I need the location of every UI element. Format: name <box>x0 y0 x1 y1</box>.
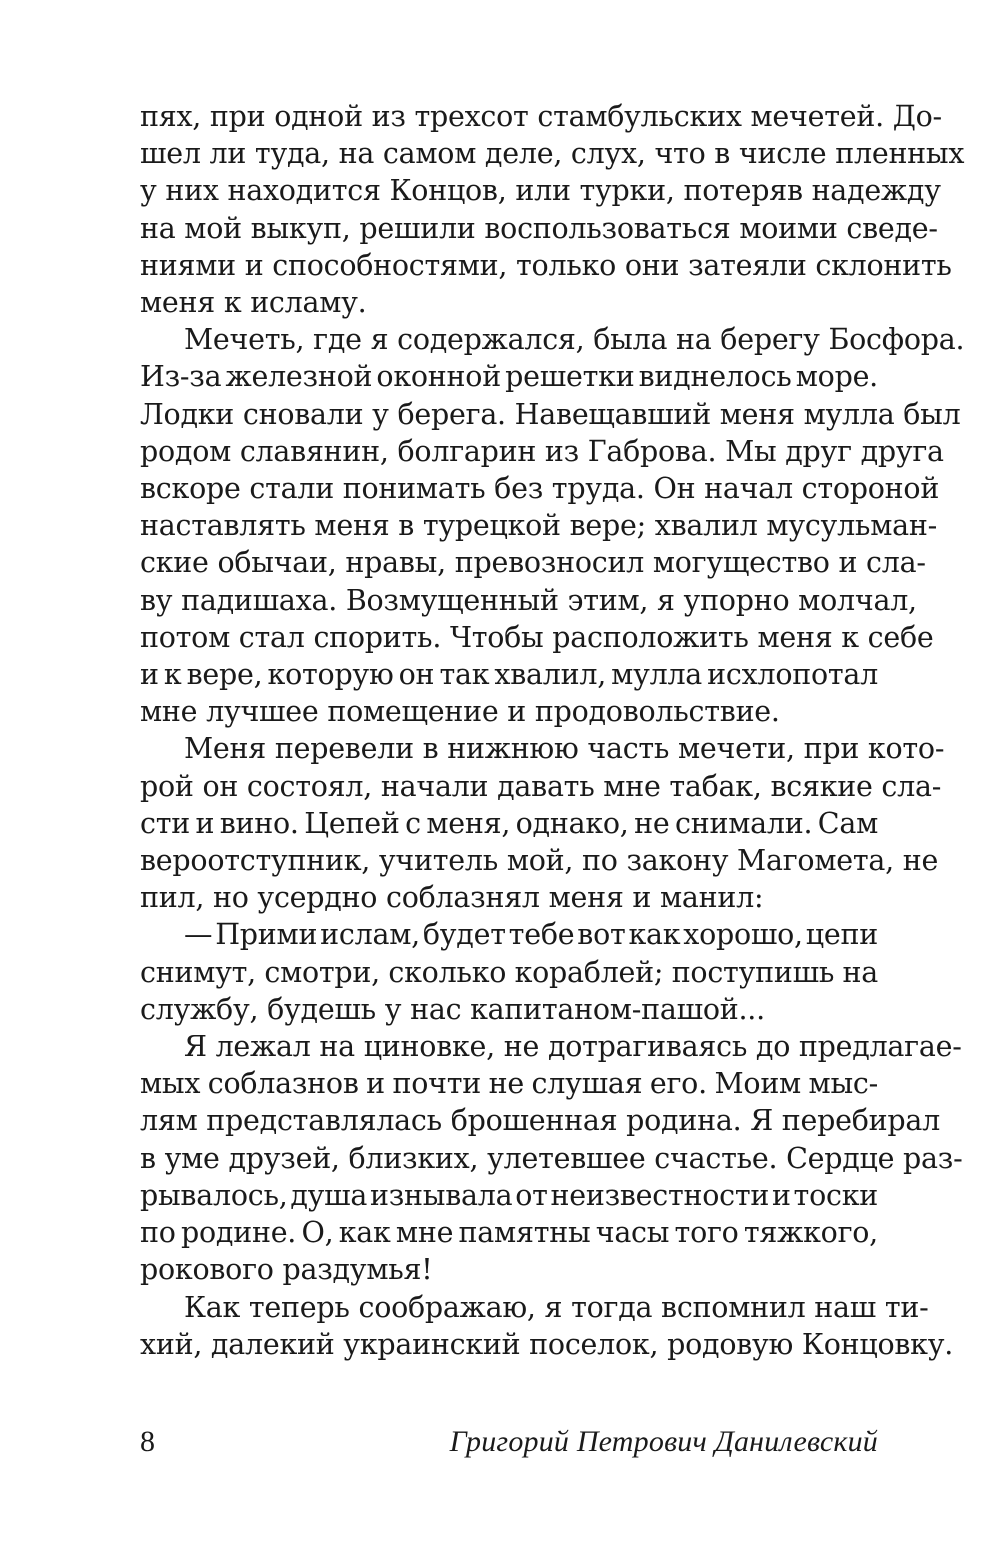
text-line: Я лежал на циновке, не дотрагиваясь до предлагае- <box>184 1030 962 1064</box>
text-line: службу, будешь у нас капитаном-пашой... <box>140 992 765 1026</box>
text-line: у них находится Концов, или турки, потеряв надежду <box>140 174 941 208</box>
text-line: мне лучшее помещение и продовольствие. <box>140 695 780 729</box>
text-line: на мой выкуп, решили воспользоваться моими сведе- <box>140 211 938 245</box>
text-line: Мечеть, где я содержался, была на берегу Босфора. <box>184 323 965 357</box>
paragraph-5 <box>140 1028 963 1288</box>
text-line: — Прими ислам, будет тебе вот как хорошо, цепи <box>184 918 878 952</box>
text-line: пил, но усердно соблазнял меня и манил: <box>140 881 764 915</box>
page-footer <box>140 1425 878 1465</box>
paragraph-1 <box>140 98 965 321</box>
text-line: родом славянин, болгарин из Габрова. Мы друг друга <box>140 434 944 468</box>
text-line: меня к исламу. <box>140 286 367 320</box>
text-line: ниями и способностями, только они затеяли склонить <box>140 248 952 282</box>
running-head-author: Григорий Петрович Данилевский <box>449 1425 878 1458</box>
text-line: рывалось, душа изнывала от неизвестности и тоски <box>140 1178 878 1212</box>
text-line: хий, далекий украинский поселок, родовую Концовку. <box>140 1327 954 1361</box>
text-line: пях, при одной из трехсот стамбульских мечетей. До- <box>140 100 942 133</box>
paragraph-3 <box>140 730 945 916</box>
text-line: в уме друзей, близких, улетевшее счастье. Сердце раз- <box>140 1141 963 1175</box>
paragraph-2 <box>140 321 965 730</box>
text-line: и к вере, которую он так хвалил, мулла исхлопотал <box>140 658 878 692</box>
text-line: шел ли туда, на самом деле, слух, что в числе пленных <box>140 137 965 171</box>
text-line: рокового раздумья! <box>140 1253 433 1287</box>
text-line: лям представлялась брошенная родина. Я перебирал <box>140 1104 940 1138</box>
text-line: мых соблазнов и почти не слушая его. Моим мыс- <box>140 1067 878 1101</box>
text-line: по родине. О, как мне памятны часы того тяжкого, <box>140 1216 878 1250</box>
paragraph-4-dialogue <box>140 916 878 1028</box>
text-line: снимут, смотри, сколько кораблей; поступишь на <box>140 955 878 989</box>
text-line: вероотступник, учитель мой, по закону Магомета, не <box>140 844 939 878</box>
text-line: сти и вино. Цепей с меня, однако, не снимали. Сам <box>140 806 878 840</box>
text-line: Как теперь соображаю, я тогда вспомнил наш ти- <box>184 1290 929 1324</box>
text-line: наставлять меня в турецкой вере; хвалил мусульман- <box>140 509 937 543</box>
page-number: 8 <box>140 1425 155 1458</box>
text-line: Лодки сновали у берега. Навещавший меня мулла был <box>140 397 961 431</box>
text-line: рой он состоял, начали давать мне табак, всякие сла- <box>140 769 942 803</box>
page-body <box>140 98 965 1363</box>
text-line: Меня перевели в нижнюю часть мечети, при кото- <box>184 732 945 766</box>
text-line: ские обычаи, нравы, превозносил могущество и сла- <box>140 546 926 580</box>
text-line: вскоре стали понимать без труда. Он начал стороной <box>140 472 940 506</box>
text-line: ву падишаха. Возмущенный этим, я упорно молчал, <box>140 583 917 617</box>
text-line: Из-за железной оконной решетки виднелось море. <box>140 360 878 394</box>
paragraph-6 <box>140 1289 954 1363</box>
text-block <box>140 98 965 1363</box>
text-line: потом стал спорить. Чтобы расположить меня к себе <box>140 620 934 654</box>
